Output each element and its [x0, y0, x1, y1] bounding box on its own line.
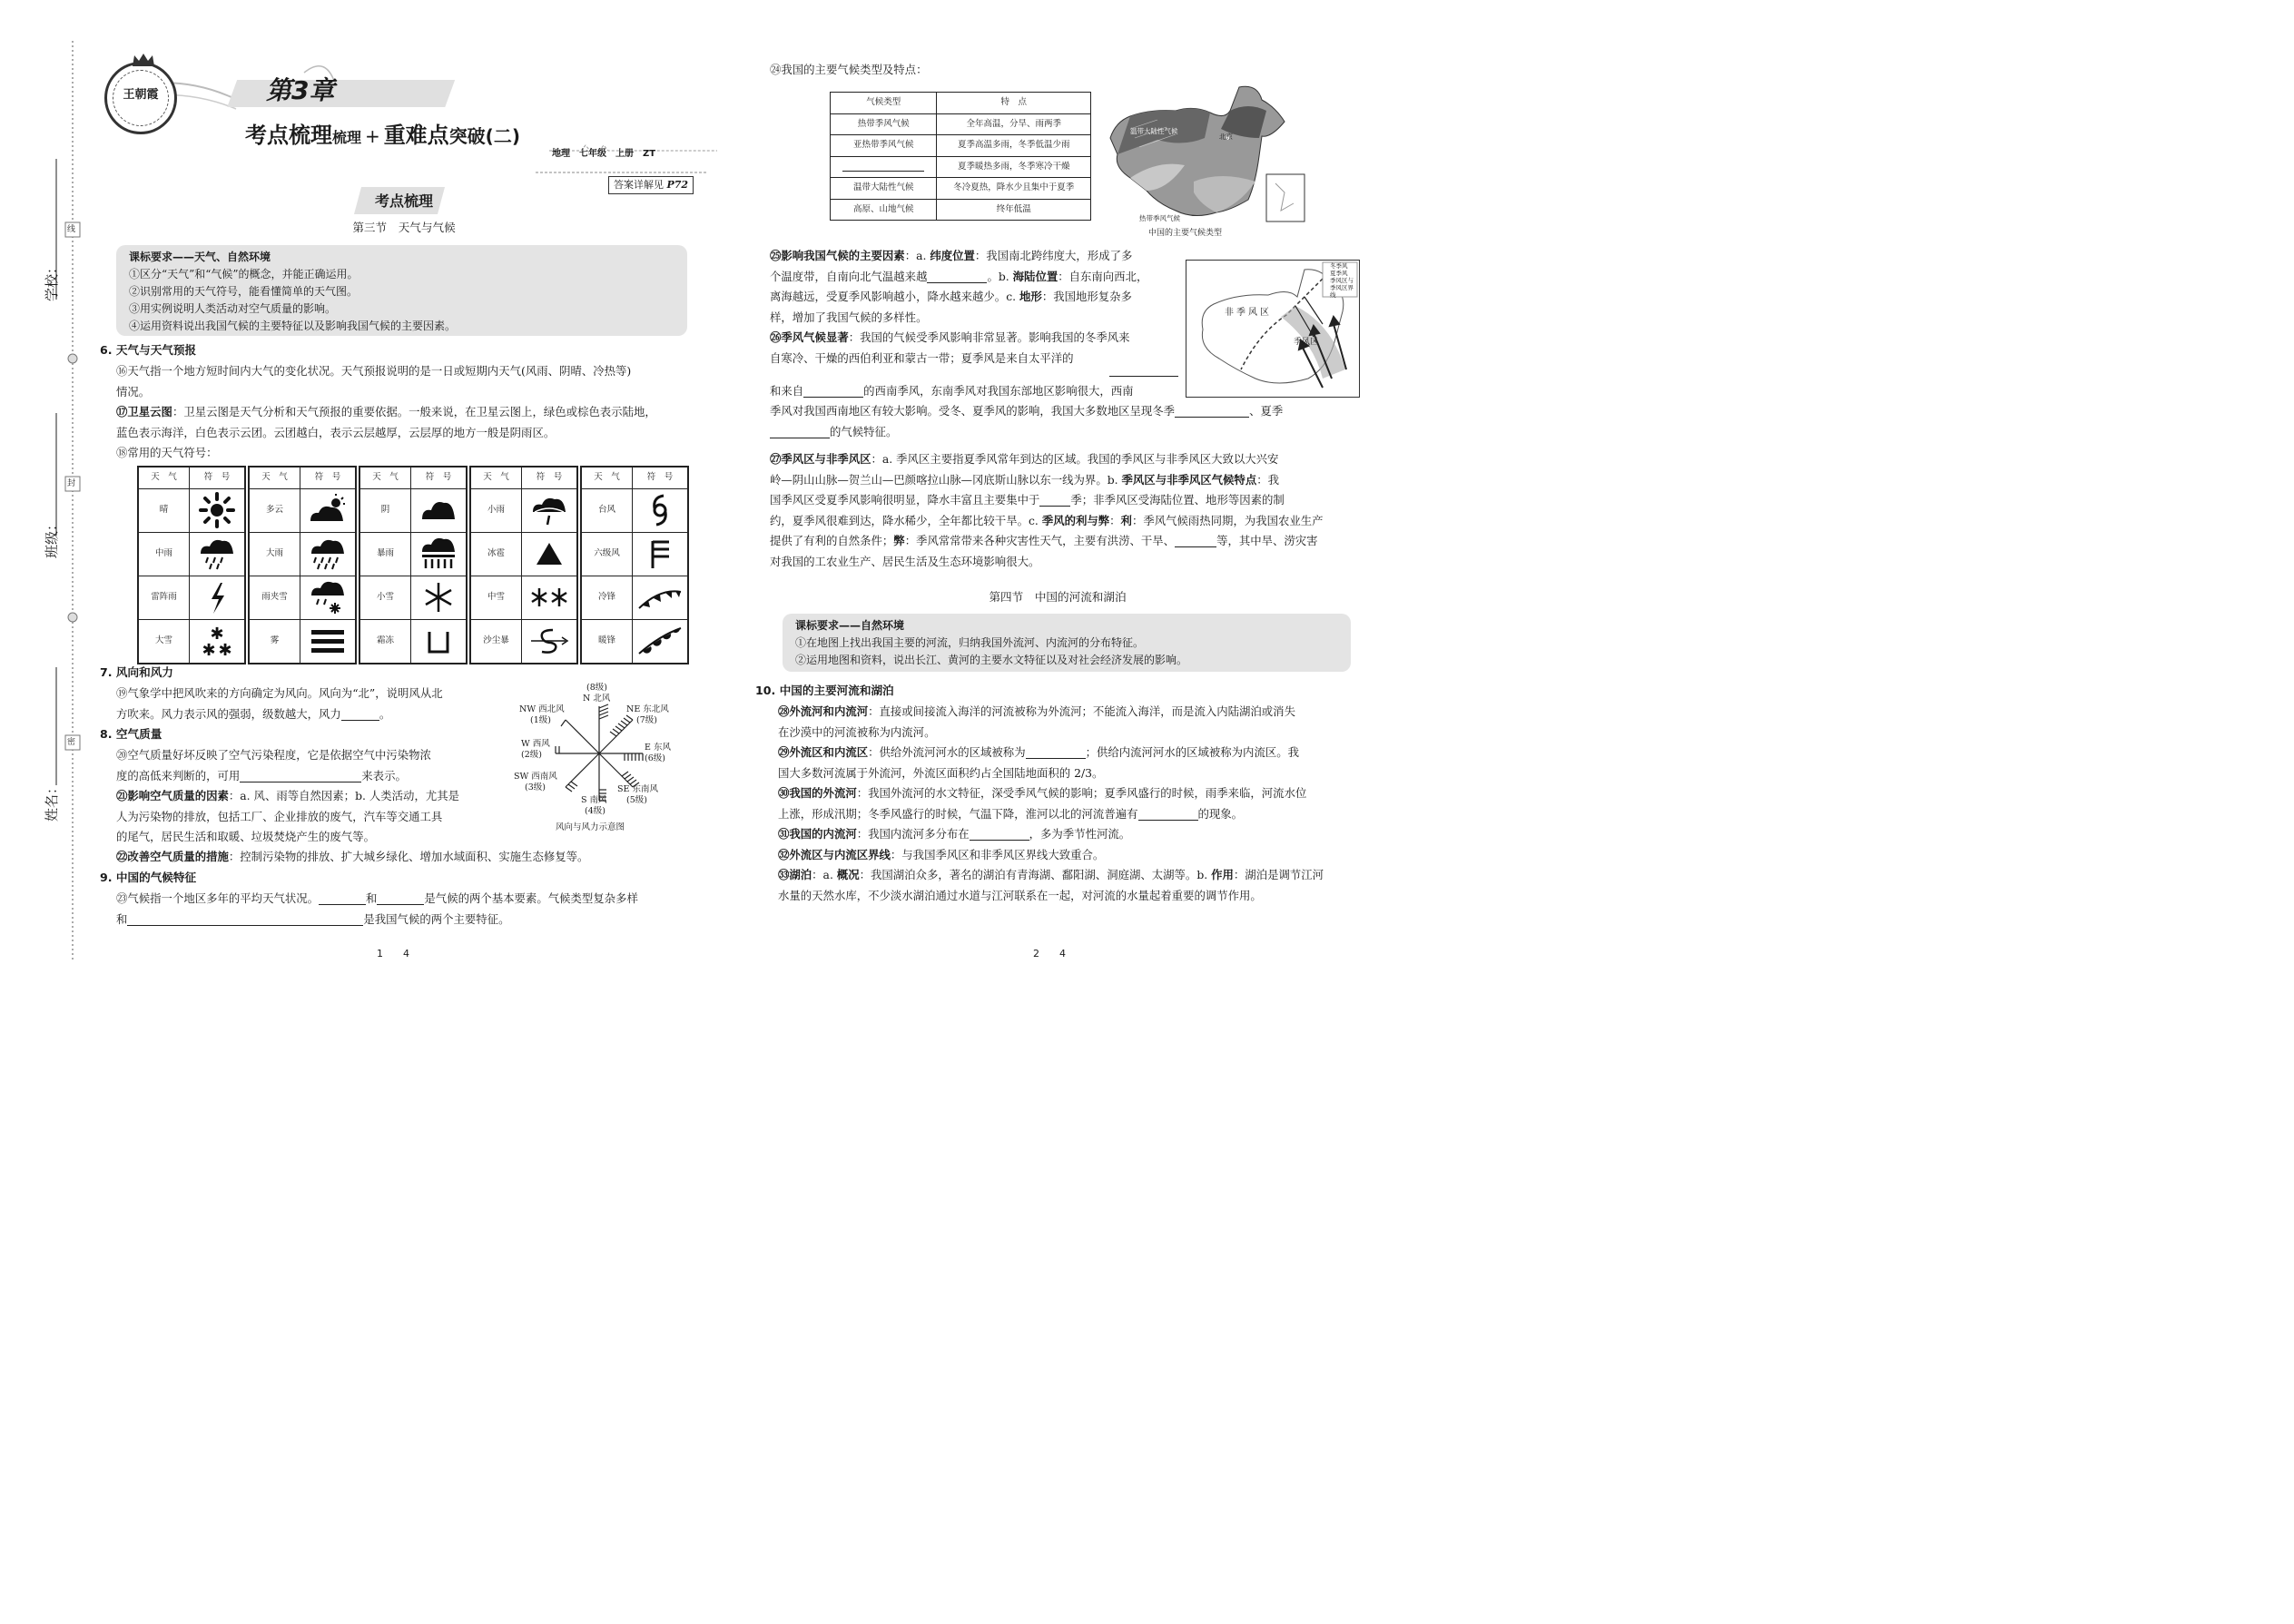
- wind-s-level: (4级): [585, 806, 605, 816]
- warm-front-icon: [637, 623, 683, 659]
- weather-name: 大雨: [250, 532, 300, 576]
- weather-name: 晴: [139, 488, 190, 532]
- map2-legend-summer: 夏季风: [1330, 270, 1348, 277]
- blank-20[interactable]: [240, 770, 361, 782]
- monsoon-map: [1186, 260, 1360, 398]
- map2-legend-boundary-1: 季风区与: [1330, 277, 1354, 284]
- weather-name: 大雪: [139, 619, 190, 663]
- para-20-line-1: ⑳空气质量好坏反映了空气污染程度，它是依据空气中污染物浓: [116, 748, 431, 762]
- para-26-line-1: ㉖季风气候显著：我国的气候受季风影响非常显著。影响我国的冬季风来: [770, 330, 1130, 344]
- para-26b: [770, 360, 1178, 401]
- climate-map-graphic: [1103, 84, 1312, 242]
- title-plus: +: [364, 125, 380, 147]
- blank-26-2[interactable]: [803, 385, 863, 398]
- weather-name: 中雪: [471, 576, 522, 619]
- blank-26-4[interactable]: [770, 426, 830, 438]
- hail-icon: [531, 536, 567, 572]
- weather-name: 阴: [360, 488, 411, 532]
- climate-type: 热带季风气候: [831, 113, 937, 135]
- cold-front-icon: [637, 579, 683, 615]
- para-25: [770, 246, 1178, 369]
- map1-label-continental: 温带大陆性气候: [1130, 127, 1178, 135]
- para-16-line-2: 情况。: [116, 384, 151, 399]
- climate-feature: 夏季高温多雨，冬季低温少雨: [937, 135, 1091, 157]
- crown-icon: [131, 52, 156, 68]
- blank-26-1-wrap: [770, 360, 1178, 381]
- weather-block-3: [359, 466, 468, 664]
- wind-se-level: (5级): [626, 795, 647, 805]
- map2-label-non-monsoon: 非季风区: [1225, 308, 1272, 318]
- col-symbol: 符 号: [190, 468, 245, 489]
- col-weather: 天 气: [250, 468, 300, 489]
- answer-ref-page: P72: [666, 179, 689, 191]
- para-17-text: ：卫星云图是天气分析和天气预报的重要依据。一般来说，在卫星云图上，绿色或棕色表示陆地，: [172, 405, 656, 418]
- para-27-line-6: 对我国的工农业生产、居民生活及生态环境影响很大。: [770, 554, 1040, 568]
- req-item-1: ①区分“天气”和“气候”的概念，并能正确运用。: [129, 268, 359, 281]
- blank-29[interactable]: [1026, 746, 1086, 759]
- para-26-line-5: 的气候特征。: [770, 422, 1362, 443]
- title-part-2: 重难点: [383, 123, 449, 148]
- para-25-line-4: 样，增加了我国气候的多样性。: [770, 310, 928, 324]
- req-item-4: ④运用资料说出我国气候的主要特征以及影响我国气候的主要因素。: [129, 320, 457, 332]
- col-symbol: 符 号: [300, 468, 356, 489]
- para-27: [770, 449, 1362, 572]
- wind-s-label: S 南风: [581, 795, 607, 805]
- left-requirement-box: [116, 245, 687, 336]
- map2-label-monsoon: 季风区: [1294, 338, 1319, 347]
- chapter-header: [91, 45, 726, 191]
- title-part-3: 突破(二): [448, 125, 520, 147]
- para-25-line-1: ㉕影响我国气候的主要因素：a. 纬度位置：我国南北跨纬度大，形成了多: [770, 249, 1133, 262]
- para-30-line-1: ㉚我国的外流河：我国外流河的水文特征，深受季风气候的影响；夏季风盛行的时候，雨季来临，河流水位: [778, 786, 1307, 800]
- climate-type: 温带大陆性气候: [831, 178, 937, 200]
- left-page-number: 1 4: [377, 948, 409, 960]
- blank-25[interactable]: [927, 271, 987, 283]
- para-23-line-2: 和 是我国气候的两个主要特征。: [116, 911, 510, 926]
- req-title: 课标要求——自然环境: [795, 619, 905, 632]
- para-29-label: ㉙外流区和内流区: [778, 745, 869, 759]
- heading-8: 8. 空气质量: [100, 727, 162, 741]
- climate-feature: 夏季暖热多雨，冬季寒冷干燥: [937, 156, 1091, 178]
- col-symbol: 符 号: [522, 468, 577, 489]
- para-21-line-2: 人为污染物的排放，包括工厂、企业排放的废气，汽车等交通工具: [116, 809, 443, 823]
- para-18: ⑱常用的天气符号：: [116, 446, 218, 459]
- weather-block-1: [137, 466, 246, 664]
- para-28-33: [778, 702, 1362, 906]
- para-25-label: ㉕影响我国气候的主要因素: [770, 249, 905, 262]
- col-weather: 天 气: [582, 468, 633, 489]
- para-25-line-3: 离海越远，受夏季风影响越小，降水越来越少。c. 地形：我国地形复杂多: [770, 290, 1132, 303]
- para-19: [116, 684, 479, 724]
- blank-19[interactable]: [341, 708, 379, 721]
- col-symbol: 符 号: [411, 468, 467, 489]
- binding-mark-3: 密: [67, 738, 76, 747]
- para-27-line-1: ㉗季风区与非季风区：a. 季风区主要指夏季风常年到达的区域。我国的季风区与非季风区大致以大兴安: [770, 452, 1279, 466]
- para-27-line-4: 约，夏季风很难到达，降水稀少，全年都比较干旱。c. 季风的利与弊：利：季风气候雨热同期，为我国农业生产: [770, 513, 1324, 527]
- weather-block-5: [580, 466, 689, 664]
- svg-text:✱: ✱: [202, 641, 216, 659]
- rainstorm-icon: [418, 536, 458, 572]
- fog-icon: [308, 623, 348, 659]
- name-label: 姓名：: [44, 780, 60, 822]
- weather-name: 冷锋: [582, 576, 633, 619]
- para-22-label: ㉒改善空气质量的措施: [116, 850, 229, 863]
- weather-name: 小雪: [360, 576, 411, 619]
- heading-6: 6. 天气与天气预报: [100, 343, 197, 357]
- school-label: 学校：: [44, 260, 60, 301]
- para-16-line-1: ⑯天气指一个地方短时间内大气的变化状况。天气预报说明的是一日或短期内天气(风雨、阴晴、冷热等): [116, 364, 632, 378]
- para-17-label: ⑰卫星云图: [116, 405, 172, 418]
- blank-30[interactable]: [1138, 808, 1198, 821]
- para-24: ㉔我国的主要气候类型及特点：: [770, 63, 928, 76]
- wind-sw-label: SW 西南风: [514, 772, 557, 782]
- para-21-line-1: ㉑影响空气质量的因素：a. 风、雨等自然因素；b. 人类活动，尤其是: [116, 789, 460, 802]
- climate-feature: 全年高温，分旱、雨两季: [937, 113, 1091, 135]
- binding-mark-2: 封: [67, 479, 76, 488]
- heading-9: 9. 中国的气候特征: [100, 871, 197, 884]
- para-33-line-2: 水量的天然水库，不少淡水湖泊通过水道与江河联系在一起，对河流的水量起着重要的调节作用。: [778, 888, 1262, 902]
- frost-icon: [420, 623, 457, 659]
- heavy-snow-icon: [199, 623, 235, 659]
- para-19-line-2: 方吹来。风力表示风的强弱，级数越大，风力 。: [116, 706, 391, 721]
- wind-n-level: (8级): [586, 683, 607, 693]
- req-item-2: ②运用地图和资料，说出长江、黄河的主要水文特征以及对社会经济发展的影响。: [795, 654, 1188, 666]
- col-symbol: 符 号: [633, 468, 688, 489]
- para-22: ㉒改善空气质量的措施：控制污染物的排放、扩大城乡绿化、增加水域面积、实施生态修复等。: [116, 850, 589, 863]
- para-26c: [770, 401, 1362, 442]
- right-sub-title: 第四节 中国的河流和湖泊: [989, 590, 1127, 604]
- wind-sw-level: (3级): [525, 782, 546, 792]
- logo-text: 王朝霞: [123, 88, 159, 102]
- para-17-line-2: 蓝色表示海洋，白色表示云团。云团越白，表示云层越厚，云层厚的地方一般是阴雨区。: [116, 425, 556, 439]
- climate-type: 高原、山地气候: [831, 199, 937, 221]
- para-26-line-4: 季风对我国西南地区有较大影响。受冬、夏季风的影响，我国大多数地区呈现冬季 、夏季: [770, 404, 1284, 418]
- col-weather: 天 气: [360, 468, 411, 489]
- title-part-1: 考点梳理: [245, 123, 332, 148]
- blank-23-4[interactable]: [245, 913, 363, 926]
- para-33-line-1: ㉝湖泊：a. 概况：我国湖泊众多，著名的湖泊有青海湖、鄱阳湖、洞庭湖、太湖等。b. 作用：湖泊是调节江河: [778, 868, 1324, 881]
- climate-type: 亚热带季风气候: [831, 135, 937, 157]
- sandstorm-icon: [529, 623, 569, 659]
- blank-27-1[interactable]: [1039, 494, 1070, 507]
- map1-caption: 中国的主要气候类型: [1148, 229, 1223, 238]
- weather-name: 中雨: [139, 532, 190, 576]
- section-title: 考点梳理: [374, 192, 433, 210]
- thunder-shower-icon: [199, 579, 235, 615]
- map2-legend-winter: 冬季风: [1330, 262, 1348, 270]
- svg-text:✱: ✱: [210, 625, 224, 644]
- map2-legend-boundary-2: 季风区界线: [1330, 284, 1354, 299]
- para-26-line-2: 自寒冷、干燥的西伯利亚和蒙古一带；夏季风是来自太平洋的: [770, 350, 1074, 365]
- para-27-line-2: 岭—阴山山脉—贺兰山—巴颜喀拉山脉—冈底斯山脉以东一线为界。b. 季风区与非季风区气候特点：我: [770, 472, 1279, 487]
- sunny-icon: [199, 492, 235, 528]
- light-rain-icon: [529, 492, 569, 528]
- climate-col-feature: 特 点: [937, 93, 1091, 114]
- blank-23-3[interactable]: [127, 913, 245, 926]
- para-23-line-1: ㉓气候指一个地区多年的平均天气状况。 和 是气候的两个基本要素。气候类型复杂多样: [116, 891, 638, 905]
- wind-w-label: W 西风: [521, 739, 550, 749]
- weather-name: 沙尘暴: [471, 619, 522, 663]
- req-title: 课标要求——天气、自然环境: [129, 251, 271, 263]
- weather-name: 霜冻: [360, 619, 411, 663]
- map1-label-tropical: 热带季风气候: [1139, 214, 1180, 222]
- blank-31[interactable]: [970, 828, 1029, 841]
- para-28-line-2: 在沙漠中的河流被称为内流河。: [778, 724, 936, 739]
- weather-name: 暖锋: [582, 619, 633, 663]
- answer-ref-label: 答案详解见: [614, 179, 664, 191]
- para-19-line-1: ⑲气象学中把风吹来的方向确定为风向。风向为“北”，说明风从北: [116, 686, 443, 700]
- weather-block-2: [248, 466, 357, 664]
- wind-se-label: SE 东南风: [617, 784, 658, 794]
- climate-table: [830, 92, 1091, 221]
- moderate-rain-icon: [197, 536, 237, 572]
- para-32-label: ㉜外流区与内流区界线: [778, 847, 891, 861]
- light-snow-icon: [420, 579, 457, 615]
- wind-ne-label: NE 东北风: [626, 704, 669, 714]
- weather-name: 暴雨: [360, 532, 411, 576]
- class-label: 班级：: [44, 517, 60, 558]
- climate-type-blank[interactable]: [831, 156, 937, 178]
- climate-feature: 冬冷夏热，降水少且集中于夏季: [937, 178, 1091, 200]
- right-requirement-box: [783, 614, 1351, 672]
- binding-lines: [0, 0, 82, 999]
- left-sub-title: 第三节 天气与气候: [352, 221, 456, 234]
- para-21-line-3: 的尾气，居民生活和取暖、垃圾焚烧产生的废气等。: [116, 830, 375, 843]
- para-31-label: ㉛我国的内流河: [778, 827, 857, 841]
- map1-label-beijing: 北京: [1219, 133, 1233, 141]
- para-28-line-1: ㉘外流河和内流河：直接或间接流入海洋的河流被称为外流河；不能流入海洋，而是流入内陆湖泊或消失: [778, 704, 1295, 718]
- para-31: ㉛我国的内流河：我国内流河多分布在 ，多为季节性河流。: [778, 827, 1131, 841]
- wind-nw-label: NW 西北风: [519, 704, 565, 714]
- col-weather: 天 气: [471, 468, 522, 489]
- para-27-line-5: 提供了有利的自然条件；弊：季风常常带来各种灾害性天气，主要有洪涝、干旱、 等，其中旱、涝灾害: [770, 534, 1318, 547]
- wind-e-label: E 东风: [645, 743, 671, 753]
- overcast-icon: [418, 492, 458, 528]
- para-29-line-2: 国大多数河流属于外流河，外流区面积约占全国陆地面积的 2/3。: [778, 765, 1104, 780]
- heading-10: 10. 中国的主要河流和湖泊: [755, 684, 894, 697]
- para-30-line-2: 上涨，形成汛期；冬季风盛行的时候，气温下降，淮河以北的河流普遍有 的现象。: [778, 806, 1244, 821]
- para-29-line-1: ㉙外流区和内流区：供给外流河河水的区域被称为 ；供给内流河河水的区域被称为内流区。我: [778, 745, 1300, 759]
- binding-margin: [0, 0, 82, 999]
- right-page-number: 2 4: [1033, 948, 1066, 960]
- climate-feature: 终年低温: [937, 199, 1091, 221]
- weather-name: 雷阵雨: [139, 576, 190, 619]
- para-20: [116, 745, 479, 848]
- svg-text:✱: ✱: [218, 641, 232, 659]
- para-21-label: ㉑影响空气质量的因素: [116, 789, 229, 802]
- weather-name: 小雨: [471, 488, 522, 532]
- para-32: ㉜外流区与内流区界线：与我国季风区和非季风区界线大致重合。: [778, 847, 1105, 861]
- wind-ne-level: (7级): [636, 715, 657, 725]
- chapter-number: 第3章: [266, 75, 335, 105]
- para-20-line-2: 度的高低来判断的，可用 来表示。: [116, 768, 407, 782]
- blank-26-1[interactable]: [1109, 364, 1178, 377]
- blank-27-2[interactable]: [1175, 535, 1216, 547]
- blank-26-3[interactable]: [1175, 405, 1249, 418]
- header-decoration: [91, 45, 726, 191]
- moderate-snow-icon: [529, 579, 569, 615]
- wind-w-level: (2级): [521, 750, 542, 760]
- wind-n-label: N 北风: [583, 694, 611, 704]
- para-27-line-3: 国季风区受夏季风影响很明显，降水丰富且主要集中于 季；非季风区受海陆位置、地形等因素的制: [770, 493, 1285, 507]
- para-16: [116, 361, 706, 464]
- force-six-wind-icon: [642, 536, 678, 572]
- para-25-line-2: 个温度带，自南向北气温越来越 。b. 海陆位置：自东南向西北，: [770, 269, 1148, 283]
- weather-block-4: [469, 466, 578, 664]
- header-title: [245, 120, 520, 154]
- wind-nw-level: (1级): [530, 715, 551, 725]
- logo-badge: [104, 62, 177, 134]
- para-28-label: ㉘外流河和内流河: [778, 704, 869, 718]
- para-33-label: ㉝湖泊: [778, 868, 812, 881]
- heavy-rain-icon: [308, 536, 348, 572]
- wind-diagram: [508, 683, 690, 837]
- title-suffix-1: 梳理: [332, 129, 362, 146]
- blank-23-2[interactable]: [377, 892, 424, 905]
- para-26-line-3: 和来自 的西南季风，东南季风对我国东部地区影响很大，西南: [770, 383, 1134, 398]
- climate-map: [1103, 84, 1312, 242]
- weather-name: 台风: [582, 488, 633, 532]
- req-item-1: ①在地图上找出我国主要的河流，归纳我国外流河、内流河的分布特征。: [795, 636, 1145, 649]
- weather-name: 雨夹雪: [250, 576, 300, 619]
- para-27-label: ㉗季风区与非季风区: [770, 452, 871, 466]
- col-weather: 天 气: [139, 468, 190, 489]
- req-item-3: ③用实例说明人类活动对空气质量的影响。: [129, 302, 337, 315]
- sleet-icon: [308, 579, 348, 615]
- wind-caption: 风向与风力示意图: [556, 822, 625, 832]
- climate-col-type: 气候类型: [831, 93, 937, 114]
- heading-7: 7. 风向和风力: [100, 665, 173, 679]
- weather-name: 雾: [250, 619, 300, 663]
- para-30-label: ㉚我国的外流河: [778, 786, 857, 800]
- para-26-label: ㉖季风气候显著: [770, 330, 849, 344]
- para-17-line-1: [116, 402, 706, 423]
- para-23: [116, 889, 706, 930]
- weather-name: 多云: [250, 488, 300, 532]
- cloudy-icon: [307, 492, 349, 528]
- subject-tags: 地理 七年级 上册 ZT: [552, 149, 656, 159]
- blank-23-1[interactable]: [319, 892, 366, 905]
- weather-name: 六级风: [582, 532, 633, 576]
- binding-mark-1: 线: [67, 225, 76, 234]
- req-item-2: ②识别常用的天气符号，能看懂简单的天气图。: [129, 285, 359, 298]
- typhoon-icon: [642, 492, 678, 528]
- weather-name: 冰雹: [471, 532, 522, 576]
- wind-e-level: (6级): [645, 753, 665, 763]
- answer-ref: [608, 176, 694, 194]
